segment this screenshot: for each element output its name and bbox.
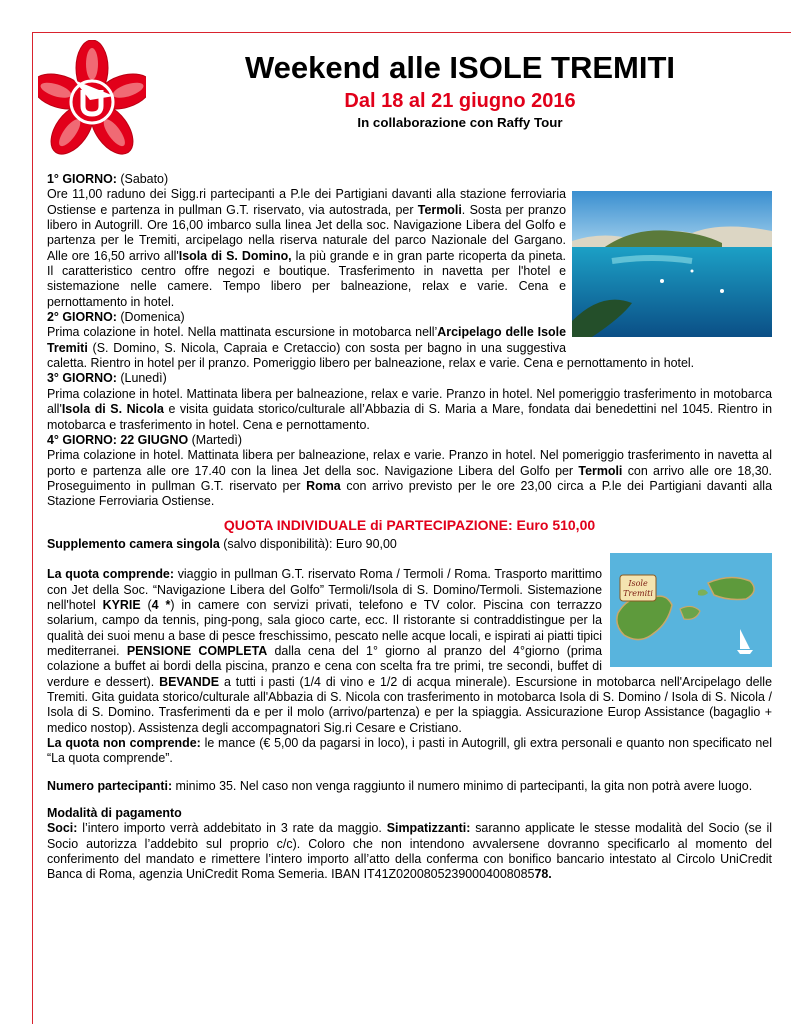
collaboration-line: In collaborazione con Raffy Tour: [357, 115, 563, 130]
day4-weekday: (Martedì): [188, 432, 243, 447]
day1-text: Ore 11,00 raduno dei Sigg.ri partecipanti a P.le dei Partigiani davanti alla stazione ferroviaria Ostiense e partenza in pullman G.T. riservato, via autostrada, per Termoli. Sosta per pranzo libero in Autogrill. Ore 16,00 imbarco sulla linea Jet della soc. Navigazione Libera del Golfo e partenza per le Tremiti, arcipelago nella riserva naturale del parco Nazionale del Gargano. Alle ore 16,50 arrivo all'Isola di S. Domino, la più grande e in gran parte ricoperta da pineta. Il caratteristico centro offre negozi e boutique. Trasferimento in navetta per l'hotel e sistemazione nelle camere. Tempo libero per balneazione, relax e varie. Cena e pernottamento in hotel.: [47, 187, 567, 309]
day4-label: 4° GIORNO: 22 GIUGNO: [47, 432, 189, 447]
day1-weekday: (Sabato): [116, 172, 169, 186]
numero-partecipanti-text: Numero partecipanti: minimo 35. Nel caso non venga raggiunto il numero minimo di partecipanti, la gita non potrà avere luogo.: [47, 778, 753, 793]
tremiti-coast-photo: [572, 191, 772, 337]
quota-comprende-text: La quota comprende: viaggio in pullman G.T. riservato Roma / Termoli / Roma. Trasporto marittimo con Jet della Soc. “Navigazione Libera del Golfo” Termoli/Isola di S. Domino/Termoli. Sistemazione nell'hotel KYRIE (4 *) in camere con servizi privati, telefono e TV color. Piscina con terrazzo solarium, campo da tennis, ping-pong, sala gioco carte, ecc. Il ristorante si contraddistingue per la qualità dei suoi menu a base di pesce freschissimo, pescato nelle acque locali, e ispirati ai piatti tipici mediterranei. PENSIONE COMPLETA dalla cena del 1° giorno al pranzo del 4°giorno (prima colazione a buffet ai bordi della piscina, pranzo e cena con scelta fra tre primi, tre secondi, buffet di verdure e dessert). BEVANDE a tutti i pasti (1/4 di vino e 1/2 di acqua minerale). Escursione in motobarca nell'Arcipelago delle Tremiti. Gita guidata storico/culturale all'Abbazia di S. Nicola con trasferimento in motobarca Isola di S. Domino / Isola di S. Nicola / Isola di S. Domino. Trasferimenti da e per il molo (arrivo/partenza) e per la spiaggia. Assicurazione Europ Assistance (bagaglio + medico nostop). Assistenza degli accompagnatori Sig.ri Cesare e Cristiano.: [47, 567, 772, 735]
date-subtitle: Dal 18 al 21 giugno 2016: [344, 90, 576, 112]
day1-label: 1° GIORNO:: [47, 172, 117, 186]
frame-left-line: [32, 32, 33, 1024]
map-label-tremiti: Tremiti: [623, 589, 653, 599]
document-body: [47, 172, 772, 883]
day2-text: Prima colazione in hotel. Nella mattinata escursione in motobarca nell’Arcipelago delle Isole Tremiti (S. Domino, S. Nicola, Capraia e Cretaccio) con sosta per bagno in una suggestiva caletta. Rientro in hotel per il pranzo. Pomeriggio libero per balneazione, relax e varie. Cena e pernottamento in hotel.: [47, 325, 695, 371]
day3-text: Prima colazione in hotel. Mattinata libera per balneazione, relax e varie. Pranzo in hotel. Nel pomeriggio trasferimento in motobarca all'Isola di S. Nicola e visita guidata storico/culturale all’Abbazia di S. Maria a Mare, fondata dai benedettini nel 1045. Rientro in motobarca e trasferimento in hotel. Cena e pernottamento.: [47, 386, 772, 432]
quota-heading: QUOTA INDIVIDUALE di PARTECIPAZIONE: Euro 510,00: [223, 516, 596, 533]
day3-weekday: (Lunedì): [116, 371, 167, 386]
quota-non-comprende-text: La quota non comprende: le mance (€ 5,00 da pagarsi in loco), i pasti in Autogrill, gli extra personali e quanto non specificato nel “La quota comprende”.: [47, 736, 772, 766]
supplemento-line: Supplemento camera singola (salvo disponibilità): Euro 90,00: [47, 536, 397, 551]
unicredit-logo: [38, 40, 146, 166]
pagamento-text: Soci: l’intero importo verrà addebitato in 3 rate da maggio. Simpatizzanti: saranno applicate le stesse modalità del Socio (se il Socio autorizza l’addebito sul proprio c/c). Coloro che non intendono avvalersene dovranno specificarlo al momento del conferimento del mandato e rimettere l’intero importo all’atto della conferma con bonifico bancario intestato al Circolo UniCredit Banca di Roma, agenzia UniCredit Roma Semeria. IBAN IT41Z0200805239000400808578.: [47, 821, 772, 882]
day3-label: 3° GIORNO:: [47, 371, 117, 386]
frame-top-line: [32, 32, 791, 33]
day4-text: Prima colazione in hotel. Mattinata libera per balneazione, relax e varie. Pranzo in hotel. Nel pomeriggio trasferimento in navetta al porto e partenza alle ore 17.40 con la linea Jet della soc. Navigazione Libera del Golfo per Termoli con arrivo alle ore 18,30. Proseguimento in pullman G.T. riservato per Roma con arrivo previsto per le ore 23,00 circa a P.le dei Partigiani davanti alla Stazione Ferroviaria Ostiense.: [47, 448, 772, 509]
map-label-isole: Isole: [628, 579, 648, 589]
page-title: Weekend alle ISOLE TREMITI: [244, 50, 676, 85]
day2-weekday: (Domenica): [116, 310, 185, 325]
pagamento-heading: Modalità di pagamento: [47, 806, 182, 821]
tremiti-map-image: [610, 553, 772, 667]
day2-label: 2° GIORNO:: [47, 310, 117, 325]
